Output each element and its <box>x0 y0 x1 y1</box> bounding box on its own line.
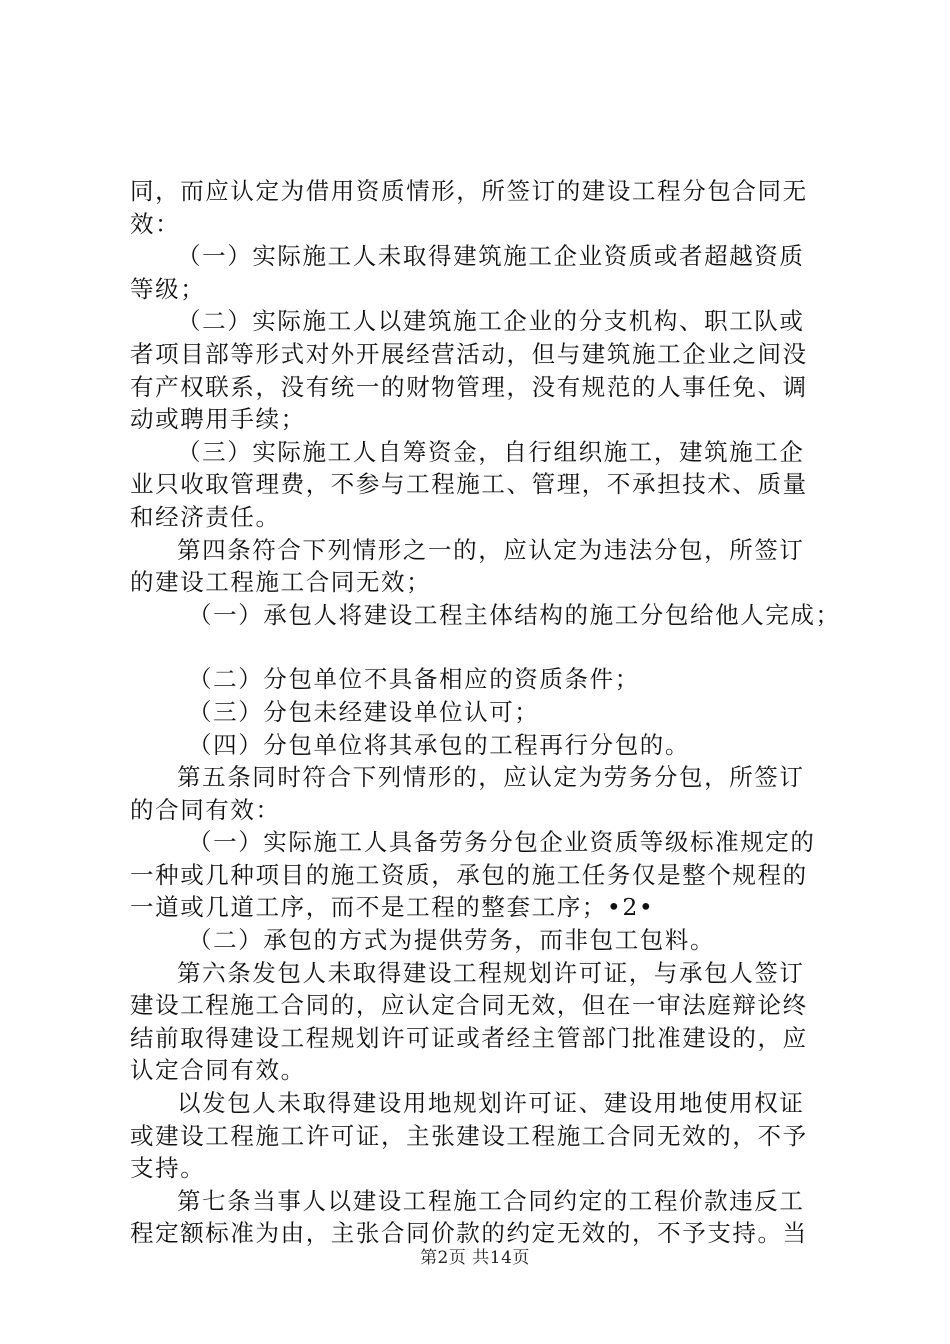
text-line: （三）实际施工人自筹资金，自行组织施工，建筑施工企 <box>177 437 805 466</box>
text-line: 第六条发包人未取得建设工程规划许可证，与承包人签订 <box>177 958 805 987</box>
text-line: 建设工程施工合同的，应认定合同无效，但在一审法庭辩论终 <box>130 991 808 1020</box>
text-line: （一）实际施工人未取得建筑施工企业资质或者超越资质 <box>177 242 805 271</box>
text-line: （一）实际施工人具备劳务分包企业资质等级标准规定的 <box>188 828 816 857</box>
text-line: 认定合同有效。 <box>130 1056 306 1085</box>
text-line: （二）实际施工人以建筑施工企业的分支机构、职工队或 <box>177 307 805 336</box>
text-line: 以发包人未取得建设用地规划许可证、建设用地使用权证 <box>177 1089 805 1118</box>
document-body <box>130 175 841 1250</box>
text-line: 或建设工程施工许可证，主张建设工程施工合同无效的，不予 <box>130 1121 808 1150</box>
text-line: 第四条符合下列情形之一的，应认定为违法分包，所签订 <box>177 535 805 564</box>
text-line: （二）分包单位不具备相应的资质条件； <box>188 665 640 694</box>
text-line: （二）承包的方式为提供劳务，而非包工包料。 <box>188 926 716 955</box>
text-line: 等级； <box>130 274 206 303</box>
text-line: 第五条同时符合下列情形的，应认定为劳务分包，所签订 <box>177 763 805 792</box>
text-line: 第七条当事人以建设工程施工合同约定的工程价款违反工 <box>177 1186 805 1215</box>
text-line: 和经济责任。 <box>130 502 281 531</box>
text-line: （四）分包单位将其承包的工程再行分包的。 <box>188 730 690 759</box>
text-line: 同，而应认定为借用资质情形，所签订的建设工程分包合同无 <box>130 177 808 205</box>
paragraph-gap <box>130 631 830 663</box>
text-line: 动或聘用手续； <box>130 405 306 434</box>
text-line: 一种或几种项目的施工资质，承包的施工任务仅是整个规程的 <box>130 860 808 889</box>
text-line: （三）分包未经建设单位认可； <box>188 697 540 726</box>
text-line: 业只收取管理费，不参与工程施工、管理，不承担技术、质量 <box>130 470 808 499</box>
text-line: 者项目部等形式对外开展经营活动，但与建筑施工企业之间没 <box>130 339 808 368</box>
page-footer <box>0 1243 950 1268</box>
text-line: 一道或几道工序，而不是工程的整套工序；•2• <box>130 893 655 922</box>
page-number: 第2页 共14页 <box>420 1248 530 1268</box>
text-line: 效： <box>130 209 181 238</box>
text-line: 的建设工程施工合同无效； <box>130 568 432 597</box>
text-line: 有产权联系，没有统一的财物管理，没有规范的人事任免、调 <box>130 372 808 401</box>
text-line: 结前取得建设工程规划许可证或者经主管部门批准建设的，应 <box>130 1023 808 1052</box>
text-line: （一）承包人将建设工程主体结构的施工分包给他人完成； <box>188 600 841 629</box>
text-line: 支持。 <box>130 1154 206 1183</box>
text-line: 的合同有效： <box>130 795 281 824</box>
text-line: 程定额标准为由，主张合同价款的约定无效的，不予支持。当 <box>130 1219 808 1248</box>
